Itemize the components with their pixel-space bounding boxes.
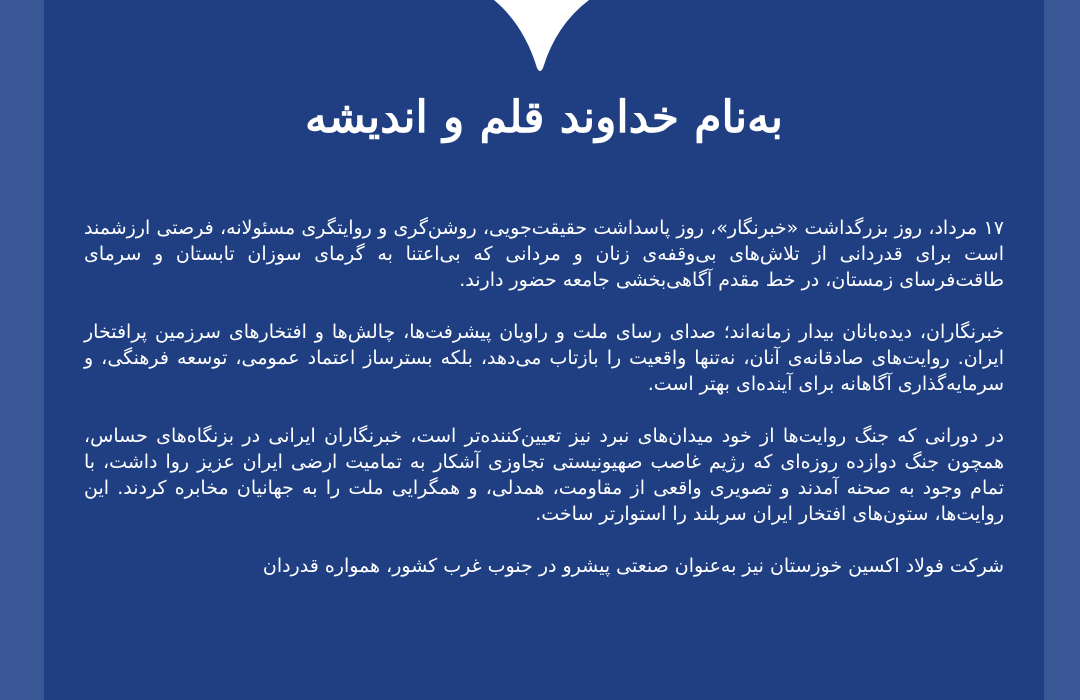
document-body <box>84 215 1004 605</box>
paragraph-2: خبرنگاران، دیده‌بانان بیدار زمانه‌اند؛ صدای رسای ملت و راویان پیشرفت‌ها، چالش‌ها و افتخارهای سرزمین پرافتخار ایران. روایت‌های صادقانه‌ی آنان، نه‌تنها واقعیت را بازتاب می‌دهد، بلکه بسترساز اعتماد عمومی، توسعه فرهنگی، و سرمایه‌گذاری آگاهانه برای آینده‌ای بهتر است. <box>84 321 1004 395</box>
heart-notch-icon <box>44 0 1044 80</box>
paragraph-3: در دورانی که جنگ روایت‌ها از خود میدان‌های نبرد نیز تعیین‌کننده‌تر است، خبرنگاران ایرانی در بزنگاه‌های حساس، همچون جنگ دوازده روزه‌ای که رژیم غاصب صهیونیستی تجاوزی آشکار به تمامیت ارضی ایران عزیز روا داشت، با تمام وجود به صحنه آمدند و تصویری واقعی از مقاومت، همدلی، و همگرایی ملت را به جهانیان مخابره کردند. این روایت‌ها، ستون‌های افتخار ایران سربلند را استوارتر ساخت. <box>84 425 1004 525</box>
paragraph-4: شرکت فولاد اکسین خوزستان نیز به‌عنوان صنعتی پیشرو در جنوب غرب کشور، همواره قدردان <box>262 555 1004 577</box>
paragraph-1: ۱۷ مرداد، روز بزرگداشت «خبرنگار»، روز پاسداشت حقیقت‌جویی، روشن‌گری و روایتگری مسئولانه، فرصتی ارزشمند است برای قدردانی از تلاش‌های بی‌وقفه‌ی زنان و مردانی که بی‌اعتنا به گرمای سوزان تابستان و سرمای طاقت‌فرسای زمستان، در خط مقدم آگاهی‌بخشی جامعه حضور دارند. <box>84 217 1004 291</box>
document-title: به‌نام خداوند قلم و اندیشه <box>305 92 783 143</box>
document-frame <box>44 0 1044 700</box>
